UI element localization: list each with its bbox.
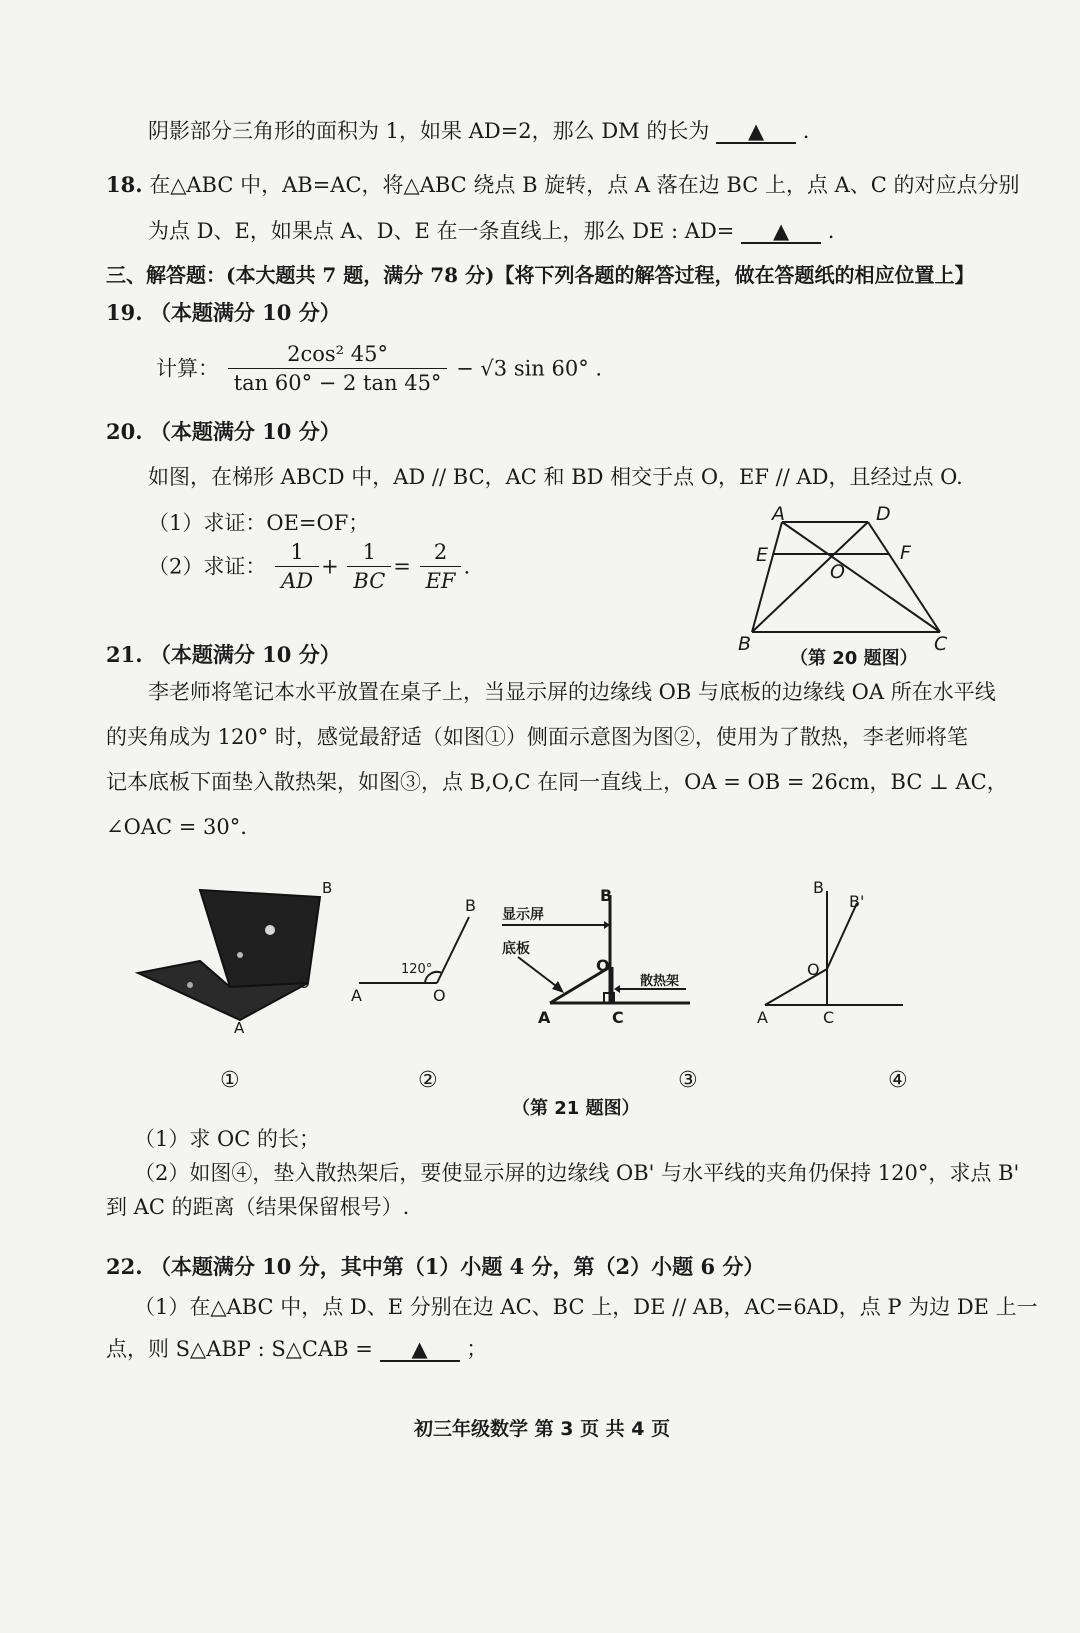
diag-ac	[782, 522, 940, 632]
q22-answer-blank[interactable]: ▲	[380, 1338, 460, 1362]
fig3-label-b: B	[600, 886, 613, 905]
fig1-label-b: B	[322, 879, 333, 897]
fig4-label-b: B	[813, 878, 824, 897]
fig3-label-c: C	[612, 1008, 624, 1027]
label-a: A	[772, 503, 785, 525]
q21-fig2-side-view	[345, 895, 495, 1015]
q18-line2	[148, 216, 834, 246]
section3-header: 三、解答题：(本大题共 7 题，满分 78 分)【将下列各题的解答过程，做在答题纸的相应位置上】	[106, 263, 975, 287]
q20-score: （本题满分 10 分）	[149, 419, 341, 444]
diag-bd	[752, 522, 868, 632]
q19-score: （本题满分 10 分）	[149, 300, 341, 325]
fig4-label-o: O	[807, 960, 820, 979]
q18-text2: 为点 D、E，如果点 A、D、E 在一条直线上，那么 DE : AD=	[148, 219, 735, 243]
label-c: C	[934, 633, 948, 655]
q18-end: .	[827, 219, 835, 243]
q22-part1-line2	[106, 1334, 487, 1364]
q22-end: ；	[466, 1337, 488, 1361]
q19-denominator: tan 60° − 2 tan 45°	[233, 371, 442, 395]
q19-fraction	[228, 340, 448, 397]
label-b: B	[738, 633, 752, 655]
fig1-label-a: A	[234, 1019, 245, 1035]
q19-number: 19.	[106, 300, 143, 325]
fig1-label-o: O	[298, 974, 310, 992]
q17-end: .	[802, 119, 810, 143]
q20-header	[106, 417, 341, 447]
fig2-label-o: O	[433, 986, 446, 1005]
q22-score: （本题满分 10 分，其中第（1）小题 4 分，第（2）小题 6 分）	[149, 1254, 765, 1279]
q21-part2-line2: 到 AC 的距离（结果保留根号）.	[106, 1195, 410, 1219]
q20-frac-bc-den: BC	[353, 569, 386, 593]
q17-tail-line	[148, 116, 809, 146]
q21-fig1-laptop-photo	[130, 875, 340, 1035]
q20-part2-prefix: （2）求证：	[148, 554, 267, 579]
q18-line1	[106, 170, 1020, 200]
q17-tail-text: 阴影部分三角形的面积为 1，如果 AD=2，那么 DM 的长为	[148, 119, 710, 143]
q20-frac-ef-num: 2	[420, 538, 462, 567]
q20-trapezoid-figure	[730, 498, 970, 658]
q20-part2: （2）求证： $\frac{1}{AD}$ + $\frac{1}{BC}$ = $\frac{2}{EF}$ .	[148, 540, 471, 593]
edge-dc	[868, 522, 940, 632]
q19-numerator: 2cos² 45°	[228, 340, 448, 369]
q20-stem: 如图，在梯形 ABCD 中，AD // BC，AC 和 BD 相交于点 O，EF // AD，且经过点 O.	[148, 465, 963, 489]
q18-text1: 在△ABC 中，AB=AC，将△ABC 绕点 B 旋转，点 A 落在边 BC 上，点 A、C 的对应点分别	[149, 173, 1020, 197]
q20-frac-ad-num: 1	[275, 538, 319, 567]
q18-answer-blank[interactable]: ▲	[741, 220, 821, 244]
edge-ab	[752, 522, 782, 632]
q20-frac-ad-den: AD	[281, 569, 314, 593]
q21-number: 21.	[106, 642, 143, 667]
q20-frac-bc-num: 1	[347, 538, 391, 567]
fig3-label-base: 底板	[502, 941, 530, 957]
q21-line3: 记本底板下面垫入散热架，如图③，点 B,O,C 在同一直线上，OA = OB = 26cm，BC ⊥ AC，	[106, 770, 1008, 794]
q19-formula	[156, 340, 602, 397]
q19-suffix: − √3 sin 60° .	[456, 356, 603, 381]
q21-fig-num-2: ②	[418, 1068, 438, 1093]
fig3-label-stand: 散热架	[640, 974, 680, 989]
q21-line1: 李老师将笔记本水平放置在桌子上，当显示屏的边缘线 OB 与底板的边缘线 OA 所在水平线	[148, 680, 996, 704]
fig3-label-a: A	[538, 1008, 551, 1027]
q21-fig4-adjusted	[755, 877, 915, 1027]
fig3-label-o: O	[596, 956, 610, 975]
q21-score: （本题满分 10 分）	[149, 642, 341, 667]
q21-fig-num-3: ③	[678, 1068, 698, 1093]
q22-part1-line1: （1）在△ABC 中，点 D、E 分别在边 AC、BC 上，DE // AB，AC=6AD，点 P 为边 DE 上一	[134, 1295, 1038, 1319]
q20-frac-ef	[420, 538, 462, 595]
q21-fig-num-4: ④	[888, 1068, 908, 1093]
fig4-label-a: A	[757, 1008, 768, 1027]
q20-frac-ad	[275, 538, 319, 595]
fig3-label-screen: 显示屏	[502, 907, 544, 923]
q22-part1-text2: 点，则 S△ABP : S△CAB =	[106, 1337, 373, 1361]
fig2-label-b: B	[465, 896, 476, 915]
label-d: D	[876, 503, 891, 525]
label-e: E	[756, 544, 769, 566]
q20-number: 20.	[106, 419, 143, 444]
q21-line2: 的夹角成为 120° 时，感觉最舒适（如图①）侧面示意图为图②，使用为了散热，李老师将笔	[106, 725, 968, 749]
q21-fig3-with-stand	[500, 885, 710, 1035]
laptop-screen	[200, 890, 320, 987]
fig2-angle-label: 120°	[401, 962, 433, 977]
q20-frac-ef-den: EF	[425, 569, 456, 593]
q22-number: 22.	[106, 1254, 143, 1279]
q21-line4: ∠OAC = 30°.	[106, 815, 247, 839]
q22-header	[106, 1252, 764, 1282]
q21-header	[106, 640, 341, 670]
q21-fig-num-1: ①	[220, 1068, 240, 1093]
q18-number: 18.	[106, 172, 143, 197]
label-o: O	[830, 561, 845, 583]
fig4-label-c: C	[823, 1008, 835, 1027]
q21-figure-caption: （第 21 题图）	[512, 1098, 640, 1119]
q21-part2-line1: （2）如图④，垫入散热架后，要使显示屏的边缘线 OB' 与水平线的夹角仍保持 120°，求点 B'	[134, 1161, 1020, 1185]
label-f: F	[900, 542, 911, 564]
q20-part1: （1）求证：OE=OF；	[148, 511, 370, 535]
q20-frac-bc	[347, 538, 391, 595]
q19-header	[106, 298, 341, 328]
q19-prefix: 计算：	[156, 356, 219, 381]
page-footer: 初三年级数学 第 3 页 共 4 页	[414, 1418, 671, 1440]
fig2-label-a: A	[351, 986, 362, 1005]
q17-answer-blank[interactable]: ▲	[716, 120, 796, 144]
q20-figure-caption: （第 20 题图）	[790, 648, 918, 669]
q21-part1: （1）求 OC 的长；	[134, 1127, 320, 1151]
fig4-label-b-prime: B'	[849, 892, 865, 911]
